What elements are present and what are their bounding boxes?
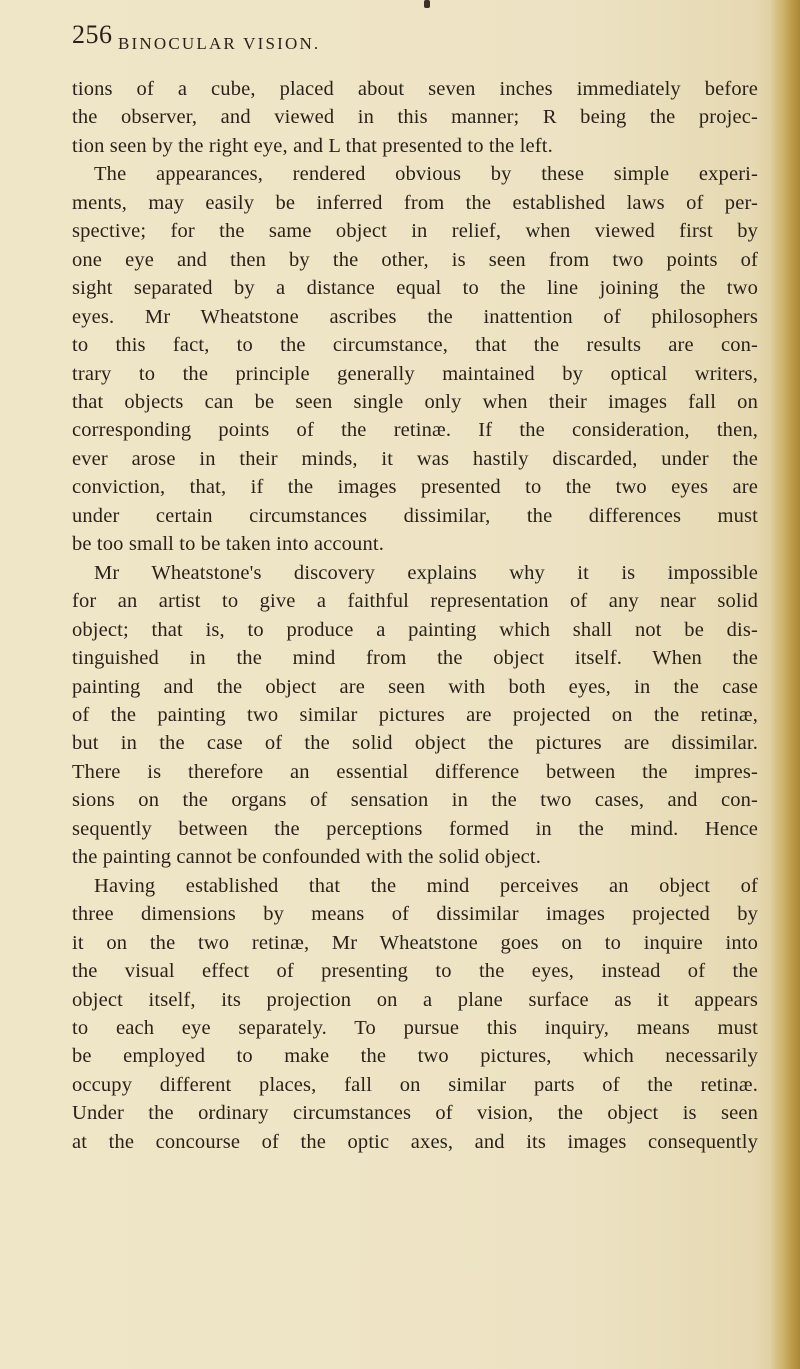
text-line: but in the case of the solid object the pictures are dissimilar. [72,732,758,755]
text-line: one eye and then by the other, is seen from two points of [72,248,758,271]
body-text [72,75,758,1156]
text-line: the observer, and viewed in this manner; R being the projec- [72,106,758,129]
page-header [72,20,732,60]
text-line: The appearances, rendered obvious by these simple experi- [94,163,758,186]
text-line: ever arose in their minds, it was hastily discarded, under the [72,447,758,470]
text-line: sight separated by a distance equal to the line joining the two [72,277,758,300]
ink-mark [424,0,430,8]
text-line: Under the ordinary circumstances of vision, the object is seen [72,1102,758,1125]
text-line: under certain circumstances dissimilar, the differences must [72,504,758,527]
text-line: tinguished in the mind from the object itself. When the [72,647,758,670]
text-line: tion seen by the right eye, and L that presented to the left. [72,134,553,157]
text-line: trary to the principle generally maintained by optical writers, [72,362,758,385]
text-line: three dimensions by means of dissimilar images projected by [72,903,758,926]
text-line: object itself, its projection on a plane surface as it appears [72,988,758,1011]
text-line: the visual effect of presenting to the eyes, instead of the [72,960,758,983]
text-line: to each eye separately. To pursue this inquiry, means must [72,1016,758,1039]
text-line: sequently between the perceptions formed in the mind. Hence [72,817,758,840]
running-head: BINOCULAR VISION. [118,34,321,53]
text-line: eyes. Mr Wheatstone ascribes the inattention of philosophers [72,305,758,328]
text-line: conviction, that, if the images presented to the two eyes are [72,476,758,499]
text-line: Having established that the mind perceives an object of [94,874,758,897]
text-line: There is therefore an essential difference between the impres- [72,760,758,783]
text-line: painting and the object are seen with both eyes, in the case [72,675,758,698]
text-line: to this fact, to the circumstance, that the results are con- [72,334,758,357]
text-line: it on the two retinæ, Mr Wheatstone goes on to inquire into [72,931,758,954]
text-line: spective; for the same object in relief, when viewed first by [72,220,758,243]
text-line: at the concourse of the optic axes, and its images consequently [72,1130,758,1153]
text-line: for an artist to give a faithful representation of any near solid [72,590,758,613]
text-line: of the painting two similar pictures are projected on the retinæ, [72,703,758,726]
text-line: sions on the organs of sensation in the two cases, and con- [72,789,758,812]
text-line: Mr Wheatstone's discovery explains why it is impossible [94,561,758,584]
page-number: 256 [72,20,113,49]
text-line: occupy different places, fall on similar parts of the retinæ. [72,1073,758,1096]
text-line: corresponding points of the retinæ. If the consideration, then, [72,419,758,442]
text-line: tions of a cube, placed about seven inches immediately before [72,78,758,100]
text-line: be employed to make the two pictures, which necessarily [72,1045,758,1068]
text-line: object; that is, to produce a painting which shall not be dis- [72,618,758,641]
text-line: be too small to be taken into account. [72,533,384,556]
text-line: ments, may easily be inferred from the established laws of per- [72,191,758,214]
page-edge-stain [770,0,800,1369]
text-line: that objects can be seen single only when their images fall on [72,390,758,413]
text-line: the painting cannot be confounded with the solid object. [72,846,541,869]
